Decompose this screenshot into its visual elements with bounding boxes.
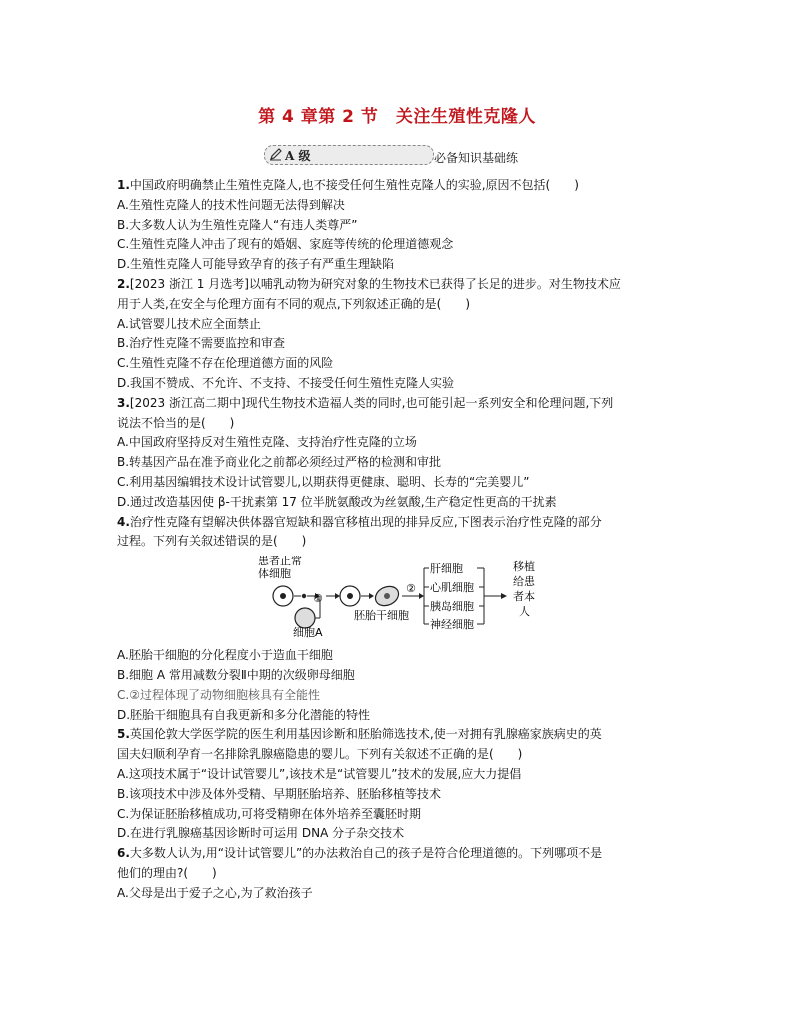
- question-stem: [2023 浙江 1 月选考]以哺乳动物为研究对象的生物技术已获得了长足的进步。对生物技术应: [129, 276, 621, 291]
- cell-type: 肝细胞: [430, 562, 463, 576]
- transplant-label: 给患: [513, 575, 535, 589]
- transplant-label: 人: [519, 605, 530, 619]
- question-stem-cont: 国夫妇顺利孕育一名排除乳腺癌隐患的婴儿。下列有关叙述不正确的是( ): [117, 747, 523, 762]
- question-1: [117, 176, 687, 196]
- patient-cell-label-2: 体细胞: [258, 567, 291, 581]
- question-6: [117, 844, 687, 864]
- option: C.生殖性克隆不存在伦理道德方面的风险: [117, 356, 334, 371]
- option: C.生殖性克隆人冲击了现有的婚姻、家庭等传统的伦理道德观念: [117, 237, 454, 252]
- cell-a-label: 细胞A: [293, 626, 323, 639]
- option: B.细胞 A 常用减数分裂Ⅱ中期的次级卵母细胞: [117, 667, 355, 682]
- esc-label: 胚胎干细胞: [354, 609, 409, 623]
- option: B.该项技术中涉及体外受精、早期胚胎培养、胚胎移植等技术: [117, 786, 442, 801]
- pencil-icon: [269, 148, 283, 161]
- option: B.治疗性克隆不需要监控和审查: [117, 336, 286, 351]
- option: A.中国政府坚持反对生殖性克隆、支持治疗性克隆的立场: [117, 435, 417, 450]
- question-5: [117, 725, 687, 745]
- option: A.生殖性克隆人的技术性问题无法得到解决: [117, 197, 345, 212]
- question-number: 1.: [117, 178, 130, 192]
- cell-type: 神经细胞: [430, 618, 474, 632]
- option: D.生殖性克隆人可能导致孕育的孩子有严重生理缺陷: [117, 257, 395, 272]
- question-stem: 中国政府明确禁止生殖性克隆人,也不接受任何生殖性克隆人的实验,原因不包括( ): [129, 178, 579, 192]
- step-1-label: ①: [313, 592, 323, 606]
- option: A.胚胎干细胞的分化程度小于造血干细胞: [117, 648, 333, 663]
- question-stem: [2023 浙江高二期中]现代生物技术造福人类的同时,也可能引起一系列安全和伦理问题,下列: [129, 395, 614, 410]
- question-number: 2.: [117, 276, 130, 291]
- question-4: [117, 513, 687, 533]
- level-banner: [264, 145, 564, 165]
- transplant-label: 者本: [513, 590, 535, 604]
- question-list: [117, 176, 687, 904]
- question-stem-cont: 他们的理由?( ): [117, 865, 217, 880]
- option: C.为保证胚胎移植成功,可将受精卵在体外培养至囊胚时期: [117, 806, 422, 821]
- nucleus: [280, 593, 286, 599]
- question-number: 3.: [117, 395, 130, 410]
- transplant-label: 移植: [513, 560, 535, 574]
- question-3: [117, 394, 687, 414]
- question-stem-cont: 说法不恰当的是( ): [117, 415, 235, 430]
- option: D.在进行乳腺癌基因诊断时可运用 DNA 分子杂交技术: [117, 826, 405, 841]
- option: A.试管婴儿技术应全面禁止: [117, 316, 261, 331]
- option: D.我国不赞成、不允许、不支持、不接受任何生殖性克隆人实验: [117, 375, 455, 390]
- option: D.胚胎干细胞具有自我更新和多分化潜能的特性: [117, 707, 371, 722]
- option: B.转基因产品在准予商业化之前都必须经过严格的检测和审批: [117, 455, 442, 470]
- patient-cell-label: 患者正常: [258, 556, 302, 568]
- page-title: 第 4 章第 2 节 关注生殖性克隆人: [258, 107, 536, 127]
- option: D.通过改造基因使 β-干扰素第 17 位半胱氨酸改为丝氨酸,生产稳定性更高的干扰素: [117, 494, 557, 509]
- nucleus-transfer: [302, 594, 306, 598]
- option: C.利用基因编辑技术设计试管婴儿,以期获得更健康、聪明、长寿的“完美婴儿”: [117, 474, 530, 489]
- level-box: [264, 145, 434, 165]
- question-stem: 大多数人认为,用“设计试管婴儿”的办法救治自己的孩子是符合伦理道德的。下列哪项不是: [129, 846, 603, 861]
- cell-a: [295, 608, 315, 628]
- cloning-diagram: [117, 556, 687, 638]
- question-stem-cont: 用于人类,在安全与伦理方面有不同的观点,下列叙述正确的是( ): [117, 296, 470, 311]
- question-stem: 治疗性克隆有望解决供体器官短缺和器官移植出现的排异反应,下图表示治疗性克隆的部分: [129, 514, 602, 529]
- option: B.大多数人认为生殖性克隆人“有违人类尊严”: [117, 217, 358, 232]
- question-number: 6.: [117, 846, 130, 861]
- option: A.这项技术属于“设计试管婴儿”,该技术是“试管婴儿”技术的发展,应大力提倡: [117, 766, 522, 781]
- step-2-label: ②: [406, 582, 416, 596]
- option: A.父母是出于爱子之心,为了救治孩子: [117, 885, 313, 900]
- level-subtitle: 必备知识基础练: [434, 151, 519, 165]
- option: C.②过程体现了动物细胞核具有全能性: [117, 687, 320, 702]
- question-stem: 英国伦敦大学医学院的医生利用基因诊断和胚胎筛选技术,使一对拥有乳腺癌家族病史的英: [129, 727, 602, 742]
- question-stem-cont: 过程。下列有关叙述错误的是( ): [117, 534, 307, 549]
- question-2: [117, 275, 687, 295]
- question-number: 4.: [117, 514, 130, 529]
- question-number: 5.: [117, 727, 130, 742]
- level-label: A 级: [285, 149, 311, 163]
- cell-type: 胰岛细胞: [430, 600, 474, 614]
- cell-type: 心肌细胞: [430, 581, 474, 595]
